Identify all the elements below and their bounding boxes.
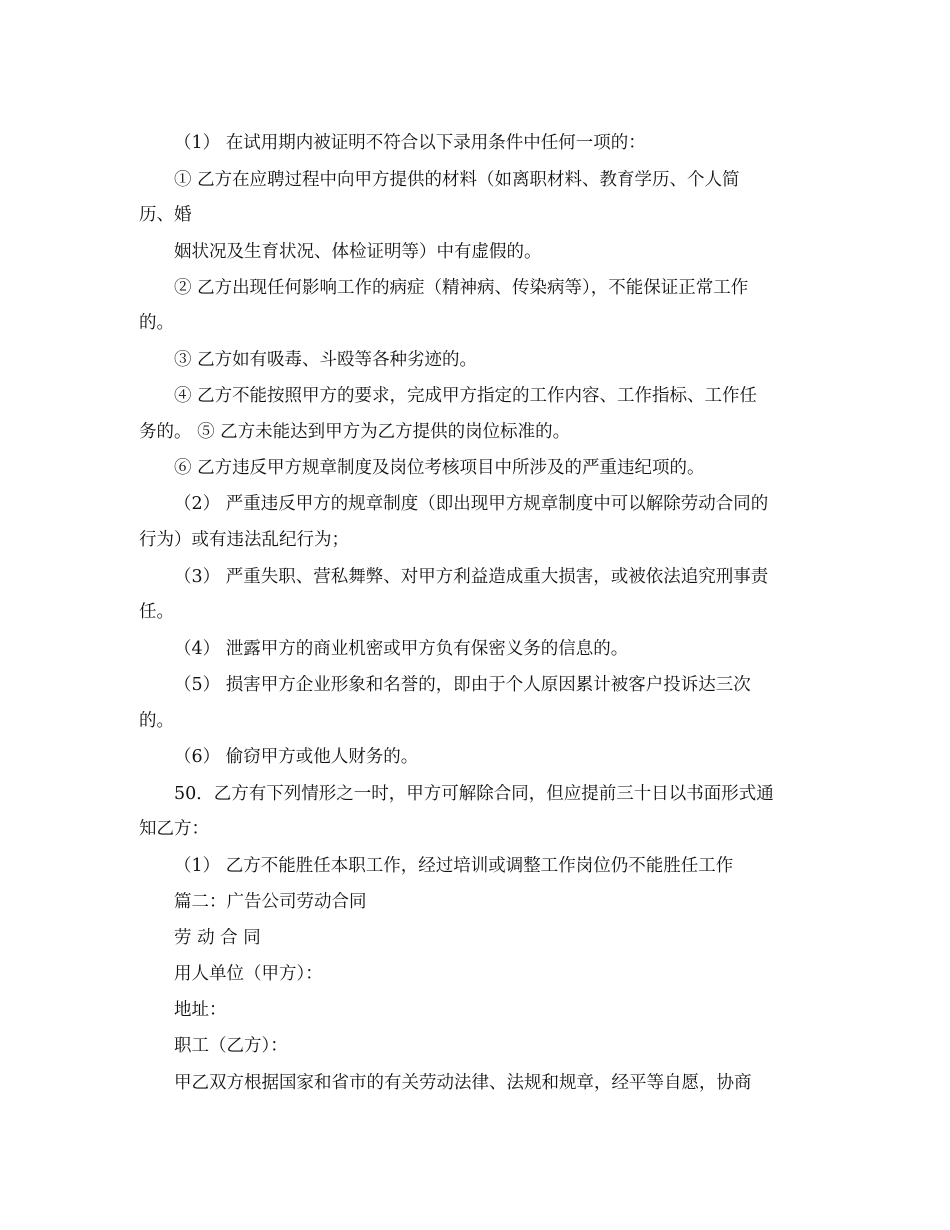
text-line: （6） 偷窃甲方或他人财务的。 xyxy=(174,747,419,767)
text-line: （1） 在试用期内被证明不符合以下录用条件中任何一项的： xyxy=(174,133,646,153)
text-line: （5） 损害甲方企业形象和名誉的，即由于个人原因累计被客户投诉达三次 xyxy=(174,675,751,695)
text-line: 历、婚 xyxy=(139,205,192,225)
text-line: ④ 乙方不能按照甲方的要求，完成甲方指定的工作内容、工作指标、工作任 xyxy=(174,386,758,406)
text-line: 任。 xyxy=(139,602,174,622)
text-line: （2） 严重违反甲方的规章制度（即出现甲方规章制度中可以解除劳动合同的 xyxy=(174,494,769,514)
text-line: 姻状况及生育状况、体检证明等）中有虚假的。 xyxy=(174,242,542,262)
text-line: 知乙方： xyxy=(139,819,209,839)
text-line: ② 乙方出现任何影响工作的病症（精神病、传染病等），不能保证正常工作 xyxy=(174,278,749,298)
address-field-label: 地址： xyxy=(174,1000,227,1020)
text-line: 的。 xyxy=(139,313,174,333)
text-line: 50．乙方有下列情形之一时，甲方可解除合同，但应提前三十日以书面形式通 xyxy=(174,784,774,804)
text-line: （3） 严重失职、营私舞弊、对甲方利益造成重大损害，或被依法追究刑事责 xyxy=(174,567,769,587)
text-line: 行为）或有违法乱纪行为； xyxy=(139,530,349,550)
employer-field-label: 用人单位（甲方）： xyxy=(174,964,323,984)
contract-title: 劳 动 合 同 xyxy=(174,928,261,948)
text-line: 的。 xyxy=(139,711,174,731)
text-line: 务的。 ⑤ 乙方未能达到甲方为乙方提供的岗位标准的。 xyxy=(139,422,571,442)
text-line: （1） 乙方不能胜任本职工作，经过培训或调整工作岗位仍不能胜任工作 xyxy=(174,856,734,876)
employee-field-label: 职工（乙方）： xyxy=(174,1036,288,1056)
section-heading: 篇二：广告公司劳动合同 xyxy=(174,892,367,912)
text-line: ① 乙方在应聘过程中向甲方提供的材料（如离职材料、教育学历、个人简 xyxy=(174,170,740,190)
text-line: ⑥ 乙方违反甲方规章制度及岗位考核项目中所涉及的严重违纪项的。 xyxy=(174,458,705,478)
text-line: 甲乙双方根据国家和省市的有关劳动法律、法规和规章，经平等自愿，协商 xyxy=(174,1073,752,1093)
text-line: ③ 乙方如有吸毒、斗殴等各种劣迹的。 xyxy=(174,350,478,370)
text-line: （4） 泄露甲方的商业机密或甲方负有保密义务的信息的。 xyxy=(174,639,629,659)
